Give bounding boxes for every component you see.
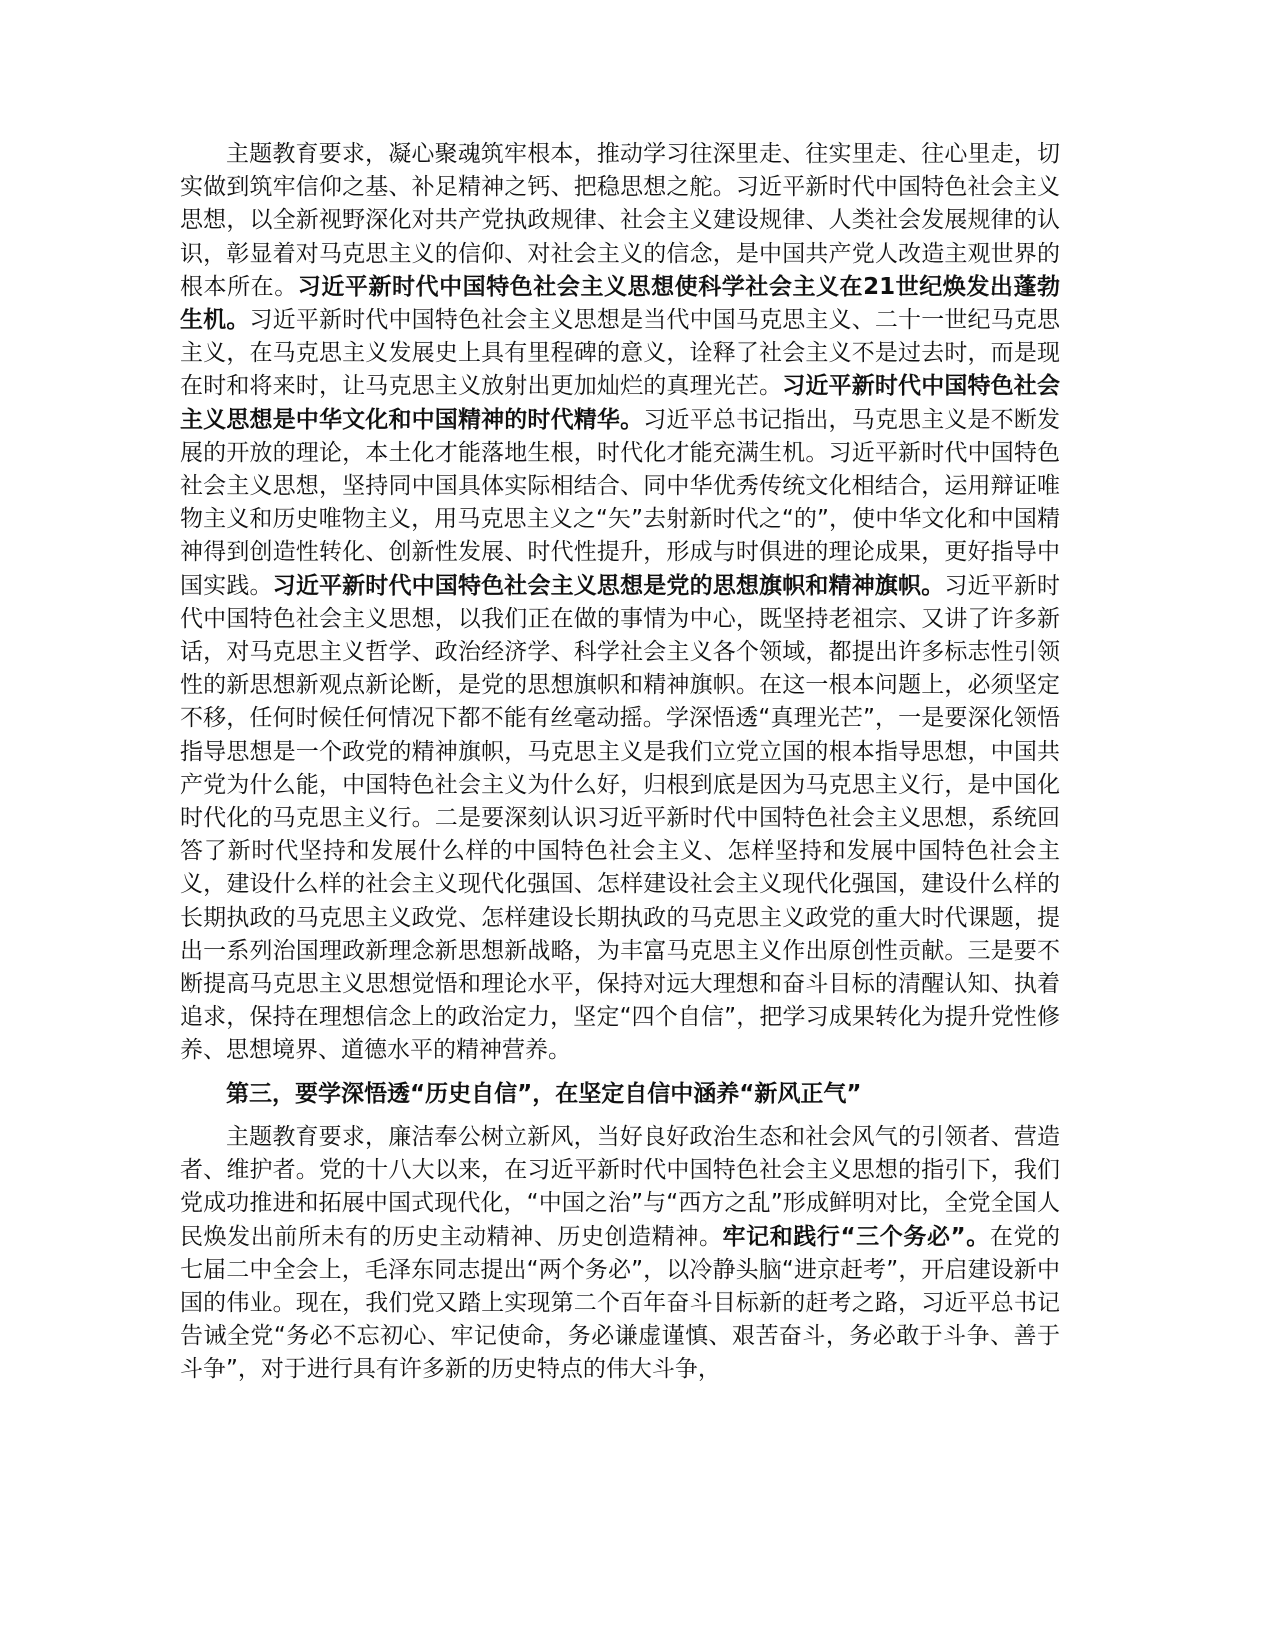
body-paragraph-1 (180, 138, 1060, 1068)
text-run: 在党的七届二中全会上，毛泽东同志提出“两个务必”，以冷静头脑“进京赶考”，开启建设新中国的伟业。现在，我们党又踏上实现第二个百年奋斗目标新的赶考之路，习近平总书记告诫全党“务必不忘初心、牢记使命，务必谦虚谨慎、艰苦奋斗，务必敢于斗争、善于斗争”，对于进行具有许多新的历史特点的伟大斗争， (180, 1223, 1061, 1383)
text-run: 主题教育要求，凝心聚魂筑牢根本，推动学习往深里走、往实里走、往心里走，切实做到筑牢信仰之基、补足精神之钙、把稳思想之舵。习近平新时代中国特色社会主义思想，以全新视野深化对共产党执政规律、社会主义建设规律、人类社会发展规律的认识，彰显着对马克思主义的信仰、对社会主义的信念，是中国共产党人改造主观世界的根本所在。 (180, 141, 1060, 300)
text-run: 主题教育要求，廉洁奉公树立新风，当好良好政治生态和社会风气的引领者、营造者、维护者。党的十八大以来，在习近平新时代中国特色社会主义思想的指引下，我们党成功推进和拓展中国式现代化，“中国之治”与“西方之乱”形成鲜明对比，全党全国人民焕发出前所未有的历史主动精神、历史创造精神。 (180, 1123, 1060, 1250)
heading-text: 第三，要学深悟透“历史自信”，在坚定自信中涵养“新风正气” (226, 1080, 862, 1107)
bold-key-statement: 牢记和践行“三个务必”。 (722, 1223, 990, 1250)
bold-key-statement: 习近平新时代中国特色社会主义思想使科学社会主义在21世纪焕发出蓬勃生机。 (180, 273, 1060, 334)
text-run: 习近平总书记指出，马克思主义是不断发展的开放的理论，本土化才能落地生根，时代化才能充满生机。习近平新时代中国特色社会主义思想，坚持同中国具体实际相结合、同中华优秀传统文化相结合，运用辩证唯物主义和历史唯物主义，用马克思主义之“矢”去射新时代之“的”，使中华文化和中国精神得到创造性转化、创新性发展、时代性提升，形成与时俱进的理论成果，更好指导中国实践。 (180, 406, 1061, 599)
bold-key-statement: 习近平新时代中国特色社会主义思想是中华文化和中国精神的时代精华。 (180, 373, 1061, 433)
bold-key-statement: 习近平新时代中国特色社会主义思想是党的思想旗帜和精神旗帜。 (272, 572, 945, 599)
text-run: 习近平新时代中国特色社会主义思想，以我们正在做的事情为中心，既坚持老祖宗、又讲了许多新话，对马克思主义哲学、政治经济学、科学社会主义各个领域，都提出许多标志性引领性的新思想新观点新论断，是党的思想旗帜和精神旗帜。在这一根本问题上，必须坚定不移，任何时候任何情况下都不能有丝毫动摇。学深悟透“真理光芒”，一是要深化领悟指导思想是一个政党的精神旗帜，马克思主义是我们立党立国的根本指导思想，中国共产党为什么能，中国特色社会主义为什么好，归根到底是因为马克思主义行，是中国化时代化的马克思主义行。二是要深刻认识习近平新时代中国特色社会主义思想，系统回答了新时代坚持和发展什么样的中国特色社会主义、怎样坚持和发展中国特色社会主义，建设什么样的社会主义现代化强国、怎样建设社会主义现代化强国，建设什么样的长期执政的马克思主义政党、怎样建设长期执政的马克思主义政党的重大时代课题，提出一系列治国理政新理念新思想新战略，为丰富马克思主义作出原创性贡献。三是要不断提高马克思主义思想觉悟和理论水平，保持对远大理想和奋斗目标的清醒认知、执着追求，保持在理想信念上的政治定力，坚定“四个自信”，把学习成果转化为提升党性修养、思想境界、道德水平的精神营养。 (180, 572, 1061, 1064)
body-paragraph-2 (180, 1121, 1060, 1387)
section-heading-3 (180, 1068, 1060, 1121)
text-run: 习近平新时代中国特色社会主义思想是当代中国马克思主义、二十一世纪马克思主义，在马克思主义发展史上具有里程碑的意义，诠释了社会主义不是过去时，而是现在时和将来时，让马克思主义放射出更加灿烂的真理光芒。 (180, 307, 1061, 400)
document-page (180, 138, 1060, 1387)
